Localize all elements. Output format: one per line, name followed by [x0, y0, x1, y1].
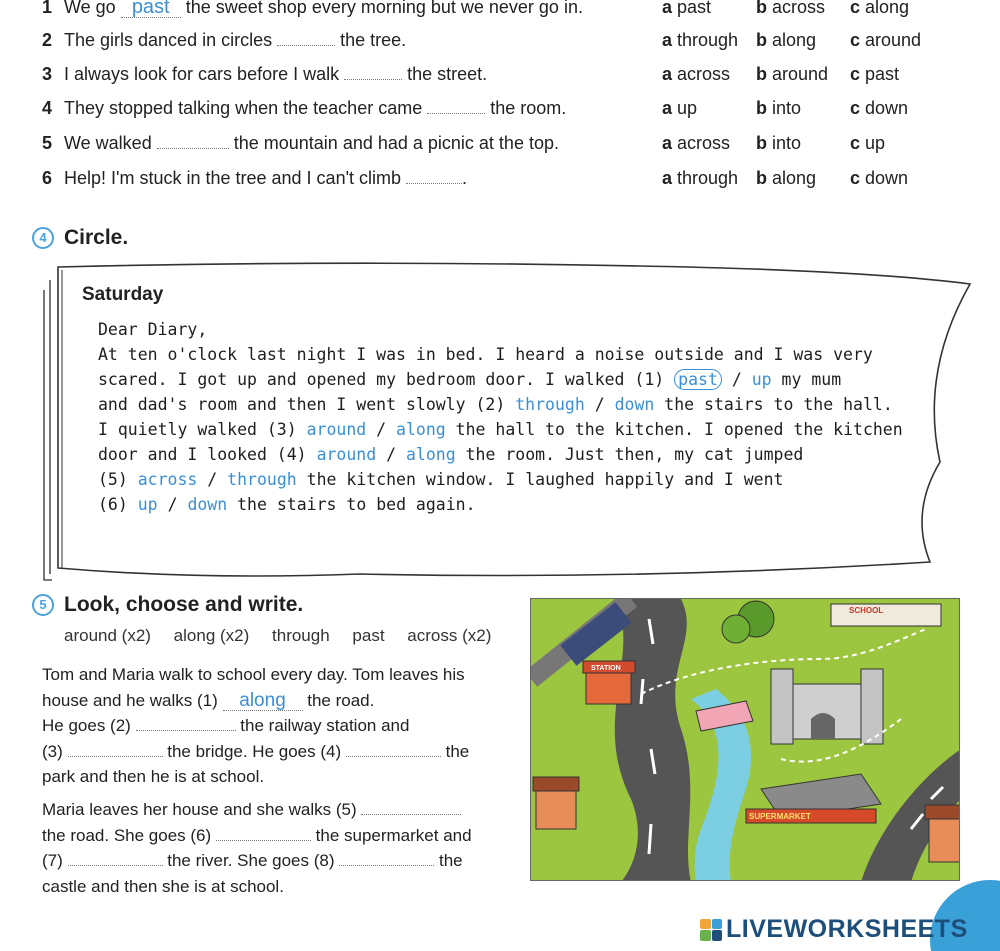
option-a: a through	[662, 30, 739, 50]
question-text: the sweet shop every morning but we never go in.	[185, 0, 583, 17]
choice-option[interactable]: around	[306, 420, 367, 439]
gap-6[interactable]	[216, 825, 311, 841]
paragraph-tom	[42, 662, 522, 790]
question-text: I always look for cars before I walk	[64, 64, 340, 84]
choice-option[interactable]: through	[515, 395, 585, 414]
question-row-2	[42, 25, 942, 55]
diary-text	[98, 317, 903, 517]
question-text: They stopped talking when the teacher came	[64, 98, 423, 118]
choice-option[interactable]: down	[187, 495, 228, 514]
answer-blank[interactable]: past	[121, 0, 181, 18]
option-c: c around	[850, 30, 922, 50]
diary-line: At ten o'clock last night I was in bed. I heard a noise outside and I was very	[98, 345, 873, 364]
answer-blank[interactable]	[406, 166, 462, 184]
exercise-title: Circle.	[64, 226, 129, 249]
question-text: The girls danced in circles	[64, 30, 273, 50]
gap-8[interactable]	[339, 850, 434, 866]
paragraph-line: castle and then she is at school.	[42, 876, 284, 896]
gap-4[interactable]	[346, 741, 441, 757]
option-a: a up	[662, 98, 698, 118]
option-c: c up	[850, 133, 886, 153]
option-a: a past	[662, 0, 712, 17]
gap-7[interactable]	[68, 850, 163, 866]
choice-option[interactable]: along	[396, 420, 446, 439]
choice-circled[interactable]: past	[674, 369, 722, 390]
word-bank-item: across (x2)	[407, 626, 492, 645]
diary-line: (5) across / through the kitchen window. I laughed happily and I went	[98, 470, 784, 489]
question-row-6	[42, 163, 942, 193]
exercise5-header	[32, 593, 303, 617]
word-bank-item: along (x2)	[173, 626, 250, 645]
diary-line: (6) up / down the stairs to bed again.	[98, 495, 476, 514]
svg-text:SCHOOL: SCHOOL	[849, 606, 884, 615]
question-row-4	[42, 93, 942, 123]
option-a: a across	[662, 133, 731, 153]
answer-blank[interactable]	[427, 96, 485, 114]
option-b: b across	[756, 0, 826, 17]
diary-card	[40, 262, 975, 587]
option-b: b into	[756, 133, 802, 153]
option-c: c down	[850, 168, 909, 188]
word-bank-item: around (x2)	[64, 626, 151, 645]
question-number: 5	[42, 133, 53, 153]
option-b: b around	[756, 64, 829, 84]
paragraph-line: (3) the bridge. He goes (4) the	[42, 741, 470, 761]
brand-mark-icon	[700, 919, 722, 941]
option-b: b along	[756, 168, 817, 188]
question-number: 4	[42, 98, 53, 118]
question-text: .	[462, 168, 468, 188]
brand-logo	[700, 915, 968, 944]
paragraph-line: Tom and Maria walk to school every day. Tom leaves his	[42, 665, 465, 684]
option-c: c past	[850, 64, 900, 84]
option-b: b along	[756, 30, 817, 50]
svg-text:SUPERMARKET: SUPERMARKET	[749, 812, 811, 821]
paragraph-line: the road. She goes (6) the supermarket and	[42, 825, 472, 845]
question-row-1	[42, 0, 942, 22]
word-bank-item: through	[272, 626, 330, 645]
gap-3[interactable]	[68, 741, 163, 757]
question-text: the room.	[490, 98, 567, 118]
question-text: the street.	[407, 64, 488, 84]
choice-option[interactable]: across	[137, 470, 198, 489]
word-bank	[64, 626, 509, 646]
question-text: the mountain and had a picnic at the top.	[233, 133, 559, 153]
diary-line: scared. I got up and opened my bedroom door. I walked (1) past / up my mum	[98, 370, 842, 389]
choice-option[interactable]: through	[227, 470, 297, 489]
question-number: 3	[42, 64, 53, 84]
question-number: 2	[42, 30, 53, 50]
town-map	[530, 598, 960, 881]
gap-5[interactable]	[361, 799, 461, 815]
paragraph-line: house and he walks (1) along the road.	[42, 689, 375, 711]
diary-line: Dear Diary,	[98, 320, 208, 339]
option-c: c down	[850, 98, 909, 118]
svg-text:STATION: STATION	[591, 665, 621, 672]
question-number: 1	[42, 0, 53, 17]
answer-blank[interactable]	[344, 62, 402, 80]
diary-line: and dad's room and then I went slowly (2) through / down the stairs to the hall.	[98, 395, 893, 414]
question-text: We go	[64, 0, 116, 17]
question-row-5	[42, 128, 942, 158]
question-number: 6	[42, 168, 53, 188]
option-c: c along	[850, 0, 910, 17]
diary-line: door and I looked (4) around / along the room. Just then, my cat jumped	[98, 445, 804, 464]
paragraph-line: (7) the river. She goes (8) the	[42, 851, 463, 870]
answer-blank[interactable]	[277, 28, 335, 46]
paragraph-line: Maria leaves her house and she walks (5)	[42, 797, 522, 823]
choice-option[interactable]: down	[614, 395, 655, 414]
brand-name: LIVEWORKSHEETS	[726, 915, 968, 943]
exercise-number-badge: 4	[32, 227, 54, 249]
question-text: Help! I'm stuck in the tree and I can't climb	[64, 168, 402, 188]
question-row-3	[42, 59, 942, 89]
choice-option[interactable]: up	[751, 370, 772, 389]
question-text: the tree.	[340, 30, 407, 50]
question-text: We walked	[64, 133, 152, 153]
paragraph-line: He goes (2) the railway station and	[42, 716, 410, 735]
exercise-title: Look, choose and write.	[64, 593, 304, 616]
diary-line: I quietly walked (3) around / along the hall to the kitchen. I opened the kitchen	[98, 420, 903, 439]
option-a: a through	[662, 168, 739, 188]
exercise4-header	[32, 226, 128, 250]
exercise-number-badge: 5	[32, 594, 54, 616]
paragraph-maria	[42, 797, 522, 899]
choice-option[interactable]: along	[405, 445, 456, 464]
answer-blank[interactable]	[157, 131, 229, 149]
choice-option[interactable]: around	[316, 445, 377, 464]
gap-1[interactable]: along	[223, 695, 303, 711]
option-a: a across	[662, 64, 731, 84]
diary-day-heading: Saturday	[82, 284, 164, 305]
paragraph-line: park and then he is at school.	[42, 767, 265, 786]
choice-option[interactable]: up	[137, 495, 158, 514]
option-b: b into	[756, 98, 802, 118]
word-bank-item: past	[352, 626, 385, 645]
gap-2[interactable]	[136, 715, 236, 731]
